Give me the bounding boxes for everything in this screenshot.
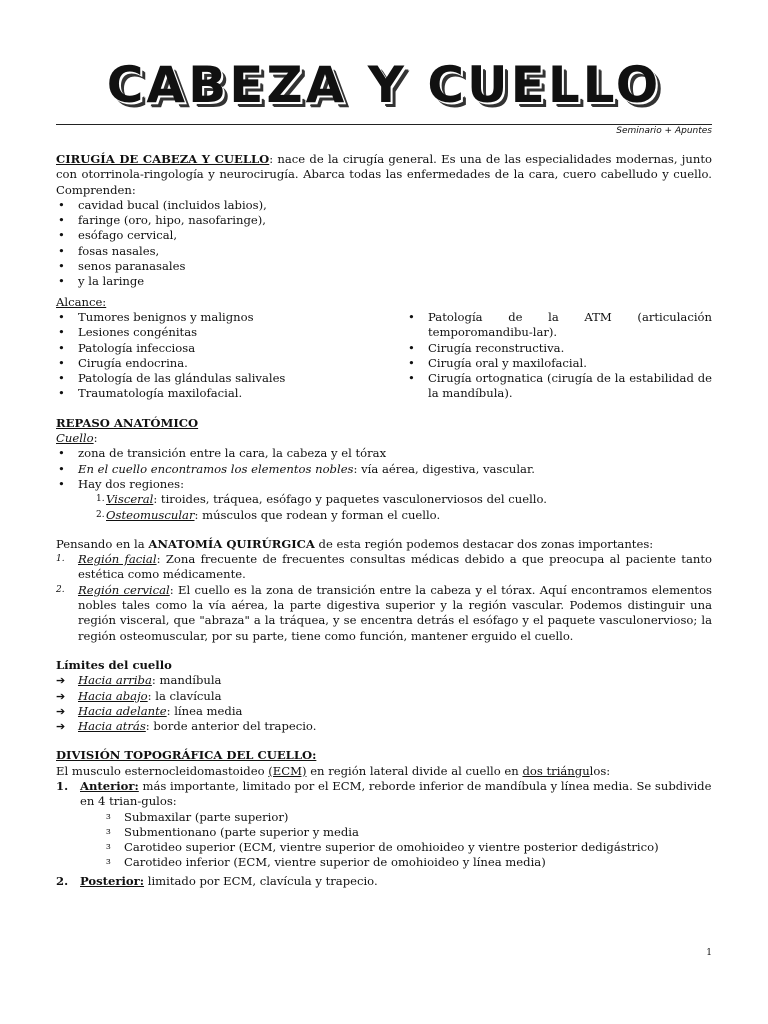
list-item: • Cirugía reconstructiva. (406, 341, 712, 356)
list-item (56, 704, 712, 719)
limites-heading: Límites del cuello (56, 657, 172, 672)
list-item: • esófago cervical, (56, 228, 712, 243)
anterior-text: más importante, limitado por el ECM, reborde inferior de mandíbula y línea media. Se subdivide en 4 trian-gulos: (80, 778, 712, 809)
limit-text: : borde anterior del trapecio. (145, 719, 317, 734)
quirurgica-pre: Pensando en la (56, 536, 149, 551)
list-item (56, 492, 712, 507)
posterior-label: Posterior: (80, 873, 145, 888)
zone-text: : Zona frecuente de frecuentes consultas médicas debido a que preocupa al paciente tanto estética como médicamente. (78, 552, 712, 582)
limit-text: : línea media (166, 703, 243, 718)
sub-marker: ɜ (106, 826, 111, 837)
list-item (56, 810, 712, 825)
arrow-icon: ➔ (56, 720, 66, 734)
quirurgica-intro (56, 537, 712, 552)
quirurgica-list (56, 552, 712, 644)
alcance-columns (56, 310, 712, 402)
list-item: • fosas nasales, (56, 244, 712, 259)
quirurgica-term: ANATOMÍA QUIRÚRGICA (148, 536, 315, 551)
intro-list (56, 198, 712, 290)
list-item (56, 840, 712, 855)
alcance-heading: Alcance: (56, 294, 107, 309)
list-item (56, 825, 712, 840)
item-number: 2. (96, 509, 105, 520)
posterior-text: limitado por ECM, clavícula y trapecio. (144, 873, 378, 888)
sub-marker: ɜ (106, 811, 111, 822)
intro-paragraph (56, 152, 712, 198)
page-subtitle: Seminario + Apuntes (616, 126, 712, 136)
division-list (56, 779, 712, 810)
zone-text: : El cuello es la zona de transición entre la cabeza y el tórax. Aquí encontramos elementos nobles tales como la vía aérea, la parte digestiva superior y la región vascular. Podemos distinguir una región visceral, que "abraza" a la tráquea, y se encentra detrás el esófago y el paquete vasculonervioso; la región osteomuscular, por su parte, tiene como función, mantener erguido el cuello. (78, 582, 712, 643)
list-item: • Patología de la ATM (articulación temporomandibu-lar). (406, 310, 712, 341)
limit-direction: Hacia atrás (78, 719, 146, 734)
arrow-icon: ➔ (56, 674, 66, 688)
region-text: : músculos que rodean y forman el cuello. (194, 507, 441, 522)
item-number: 2. (56, 584, 65, 595)
list-item: • Lesiones congénitas (56, 325, 378, 340)
repaso-list (56, 446, 712, 492)
cuello-colon: : (93, 431, 98, 446)
zone-name: Región facial (78, 552, 157, 567)
limit-text: : mandíbula (151, 673, 222, 688)
limit-direction: Hacia arriba (78, 673, 152, 688)
region-text: : tiroides, tráquea, esófago y paquetes vasculonerviosos del cuello. (153, 492, 547, 507)
list-item: • Cirugía ortognatica (cirugía de la estabilidad de la mandíbula). (406, 371, 712, 402)
list-item (56, 462, 712, 477)
anterior-sublist (56, 810, 712, 871)
cuello-label-line (56, 431, 712, 446)
region-name: Osteomuscular (106, 507, 195, 522)
alcance-right-list (406, 310, 712, 402)
elementos-nobles-text: : vía aérea, digestiva, vascular. (353, 461, 535, 476)
arrow-icon: ➔ (56, 704, 66, 718)
division-intro-underlined: dos triángu (522, 763, 590, 778)
list-item: • senos paranasales (56, 259, 712, 274)
zone-name: Región cervical (78, 582, 170, 597)
list-item: • Cirugía endocrina. (56, 356, 378, 371)
limit-text: : la clavícula (147, 688, 222, 703)
list-item (56, 874, 712, 889)
list-item: • Patología infecciosa (56, 341, 378, 356)
division-intro (56, 764, 712, 779)
division-intro-mid: en región lateral divide al cuello en (306, 763, 523, 778)
list-item (56, 583, 712, 644)
limit-direction: Hacia adelante (78, 703, 167, 718)
item-number: 1. (56, 778, 69, 793)
sub-text: Submentionano (parte superior y media (124, 824, 359, 839)
page-title: CABEZA Y CUELLO (106, 56, 662, 114)
intro-term: CIRUGÍA DE CABEZA Y CUELLO (56, 152, 270, 166)
division-list-2 (56, 874, 712, 889)
division-intro-pre: El musculo esternocleidomastoideo (56, 763, 269, 778)
list-item (56, 855, 712, 870)
item-number: 1. (96, 494, 105, 505)
document-page (56, 0, 712, 1024)
list-item: • y la laringe (56, 274, 712, 289)
list-item: • Patología de las glándulas salivales (56, 371, 378, 386)
alcance-left-list (56, 310, 378, 402)
page-number: 1 (706, 948, 712, 958)
list-item (56, 552, 712, 583)
list-item: • zona de transición entre la cara, la cabeza y el tórax (56, 446, 712, 461)
list-item: • Tumores benignos y malignos (56, 310, 378, 325)
elementos-nobles-label: En el cuello encontramos los elementos nobles (78, 461, 354, 476)
arrow-icon: ➔ (56, 689, 66, 703)
division-intro-ecm: (ECM) (268, 763, 307, 778)
cuello-label: Cuello (56, 431, 94, 446)
list-item (56, 508, 712, 523)
document-body (56, 152, 712, 889)
sub-text: Carotideo superior (ECM, vientre superior de omohioideo y vientre posterior dedigástrico) (124, 840, 659, 855)
list-item: • Traumatología maxilofacial. (56, 386, 378, 401)
list-item: • faringe (oro, hipo, nasofaringe), (56, 213, 712, 228)
repaso-heading: REPASO ANATÓMICO (56, 415, 199, 430)
header-rule (56, 124, 712, 125)
quirurgica-post: de esta región podemos destacar dos zonas importantes: (314, 536, 654, 551)
list-item: • Hay dos regiones: (56, 477, 712, 492)
item-number: 2. (56, 873, 69, 888)
sub-text: Carotideo inferior (ECM, vientre superior de omohioideo y línea media) (124, 855, 546, 870)
list-item (56, 673, 712, 688)
division-intro-end: los: (589, 763, 611, 778)
list-item: • Cirugía oral y maxilofacial. (406, 356, 712, 371)
list-item: • cavidad bucal (incluidos labios), (56, 198, 712, 213)
limit-direction: Hacia abajo (78, 688, 148, 703)
item-number: 1. (56, 554, 65, 565)
limites-list (56, 673, 712, 734)
sub-marker: ɜ (106, 857, 111, 868)
anterior-label: Anterior: (80, 778, 139, 793)
division-heading: DIVISIÓN TOPOGRÁFICA DEL CUELLO: (56, 748, 317, 763)
list-item (56, 779, 712, 810)
sub-marker: ɜ (106, 842, 111, 853)
sub-text: Submaxilar (parte superior) (124, 809, 289, 824)
intro-text: : nace de la cirugía general. Es una de las especialidades modernas, junto con otorrinola-ringología y neurocirugía. Abarca todas las enfermedades de la cara, cuero cabelludo y cuello. Comprenden: (56, 152, 712, 197)
list-item (56, 719, 712, 734)
list-item (56, 689, 712, 704)
regions-list (56, 492, 712, 523)
region-name: Visceral (106, 492, 154, 507)
